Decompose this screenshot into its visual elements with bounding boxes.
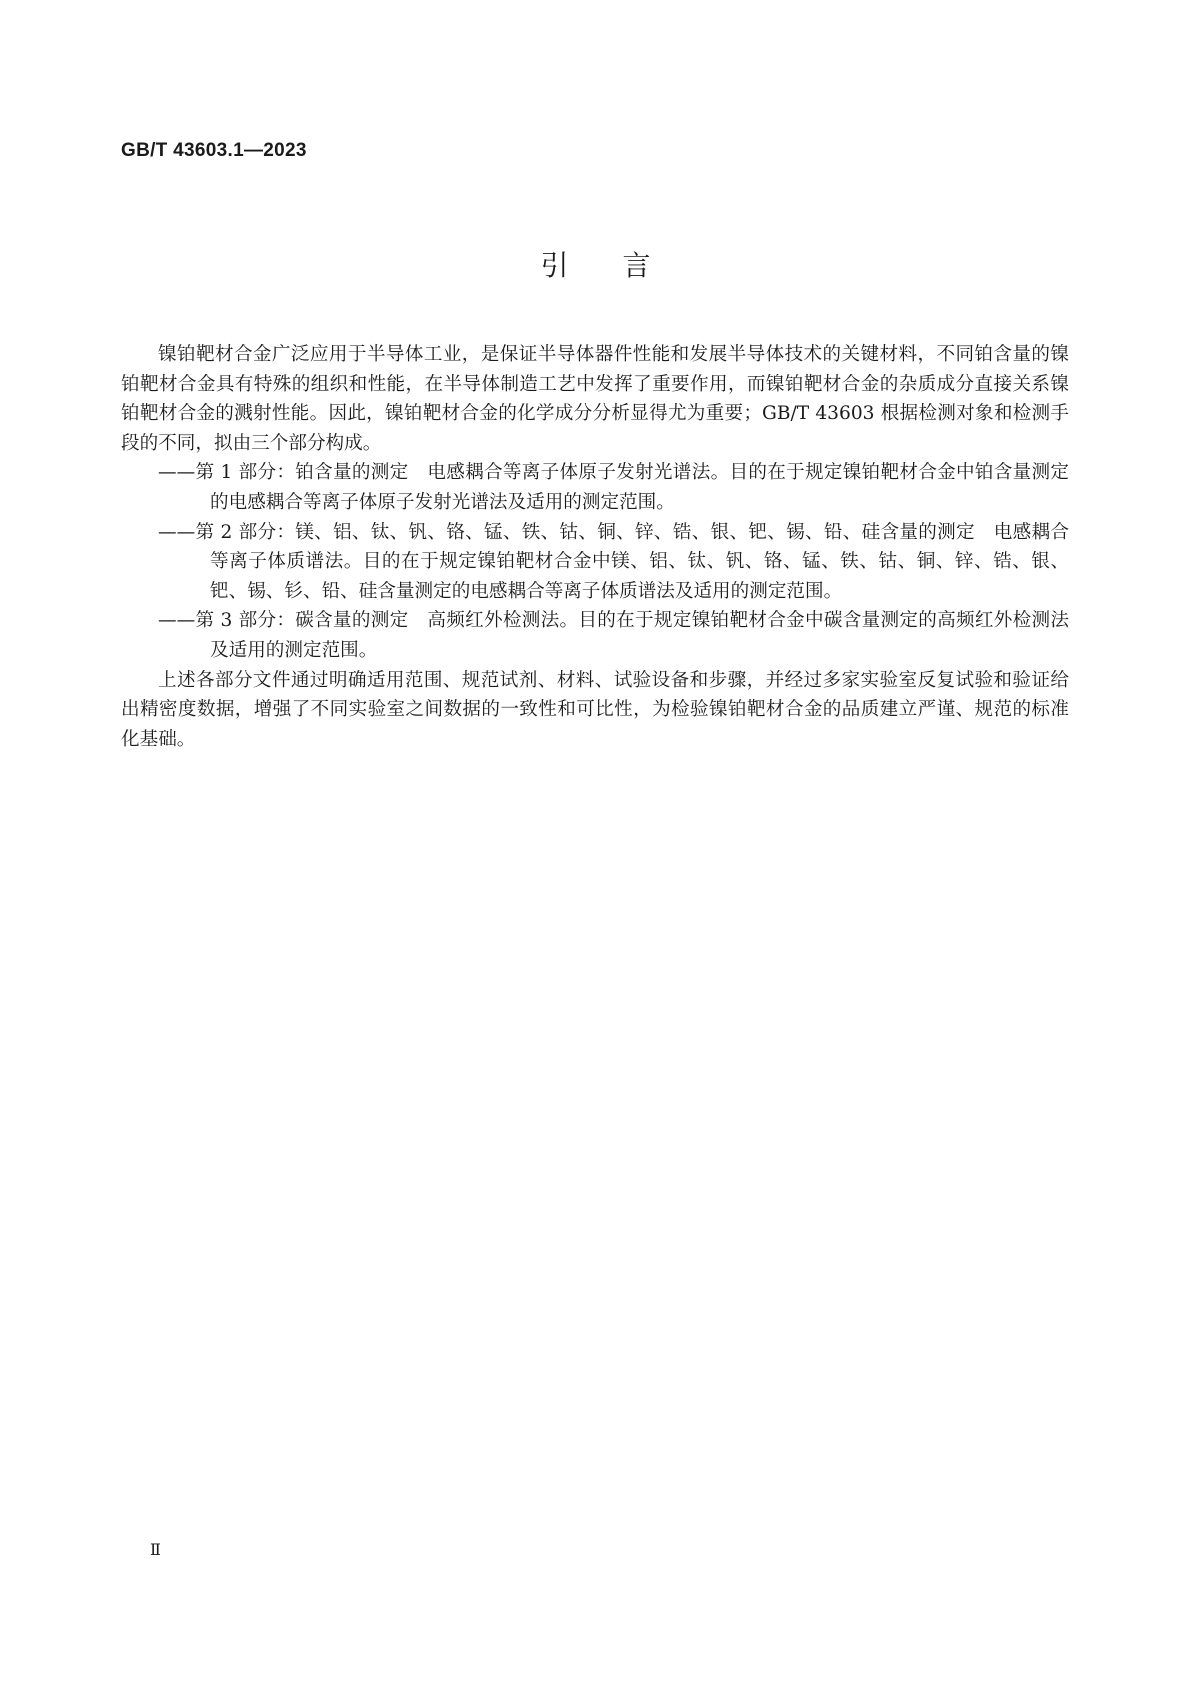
standard-code: GB/T 43603.1—2023 <box>121 140 307 161</box>
title-char-1: 引 <box>540 249 569 282</box>
list-item-part-2: ——第 2 部分：镁、铝、钛、钒、铬、锰、铁、钴、铜、锌、锆、银、钯、锡、铅、硅含量的测定 电感耦合等离子体质谱法。目的在于规定镍铂靶材合金中镁、铝、钛、钒、铬、锰、铁、钴、铜、锌、锆、银、钯、锡、钐、铅、硅含量测定的电感耦合等离子体质谱法及适用的测定范围。 <box>158 521 1069 602</box>
intro-paragraph-1: 镍铂靶材合金广泛应用于半导体工业，是保证半导体器件性能和发展半导体技术的关键材料，不同铂含量的镍铂靶材合金具有特殊的组织和性能，在半导体制造工艺中发挥了重要作用，而镍铂靶材合金的杂质成分直接关系镍铂靶材合金的溅射性能。因此，镍铂靶材合金的化学成分分析显得尤为重要；GB/T 43603 根据检测对象和检测手段的不同，拟由三个部分构成。 <box>121 344 1069 454</box>
list-item-part-1: ——第 1 部分：铂含量的测定 电感耦合等离子体原子发射光谱法。目的在于规定镍铂靶材合金中铂含量测定的电感耦合等离子体原子发射光谱法及适用的测定范围。 <box>158 462 1069 513</box>
introduction-body <box>121 340 1069 754</box>
page-title <box>0 244 1191 284</box>
page-number: Ⅱ <box>150 1540 161 1559</box>
title-char-2: 言 <box>622 249 651 282</box>
intro-paragraph-2: 上述各部分文件通过明确适用范围、规范试剂、材料、试验设备和步骤，并经过多家实验室反复试验和验证给出精密度数据，增强了不同实验室之间数据的一致性和可比性，为检验镍铂靶材合金的品质建立严谨、规范的标准化基础。 <box>121 669 1069 750</box>
list-item-part-3: ——第 3 部分：碳含量的测定 高频红外检测法。目的在于规定镍铂靶材合金中碳含量测定的高频红外检测法及适用的测定范围。 <box>158 610 1069 661</box>
